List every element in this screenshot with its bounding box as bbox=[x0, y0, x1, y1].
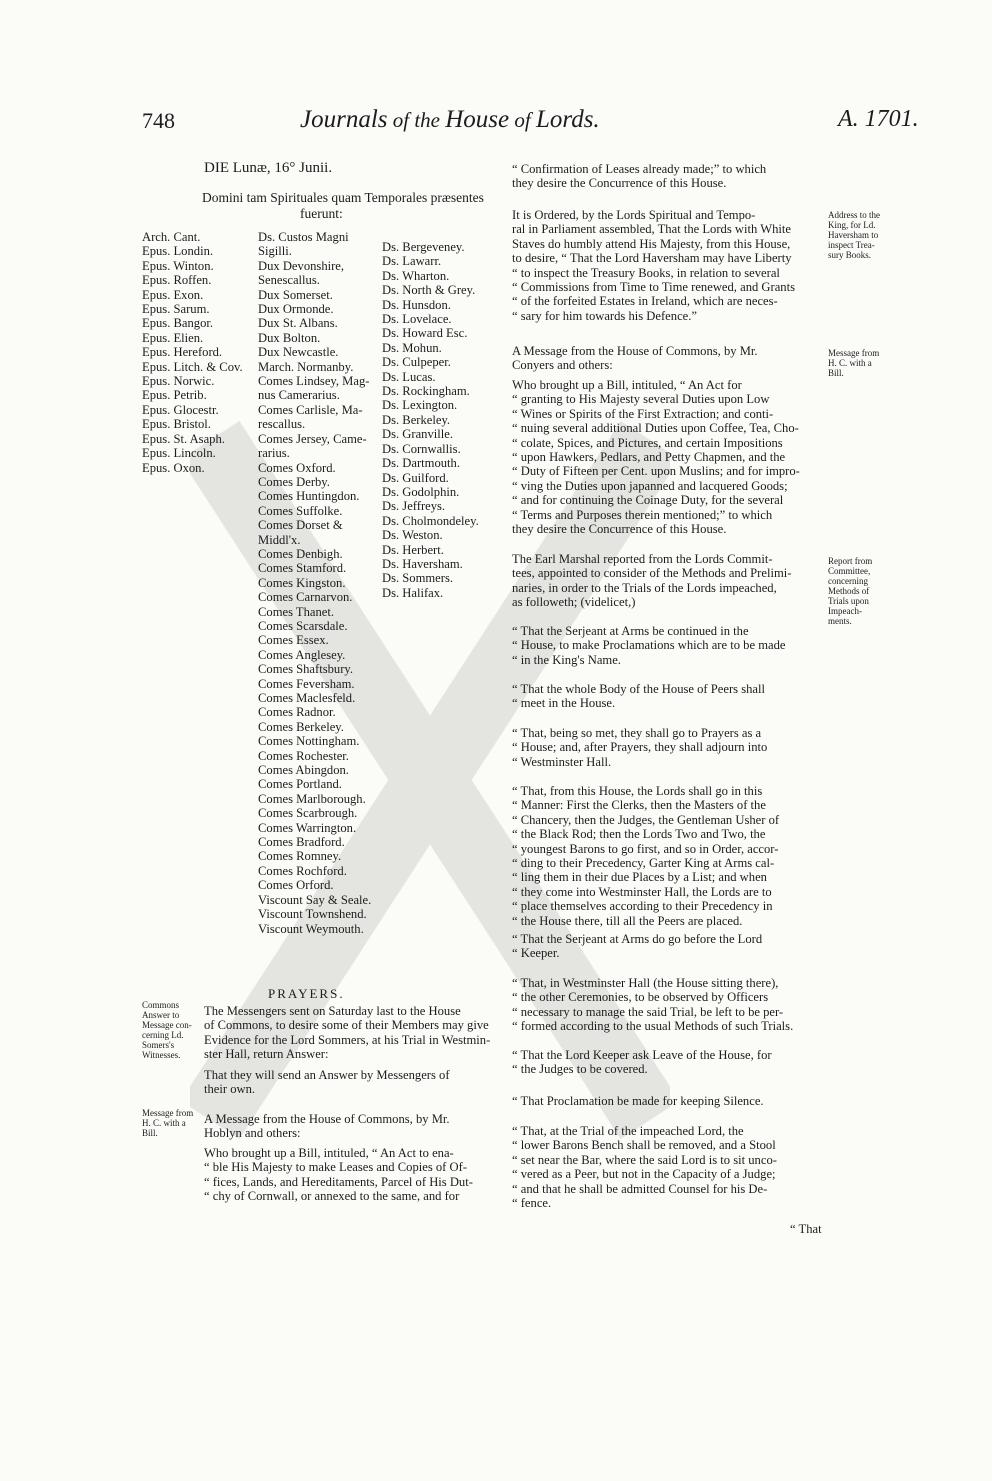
text-line: “ and that he shall be admitted Counsel for his De- bbox=[512, 1181, 768, 1196]
lord-entry: Ds. Halifax. bbox=[382, 585, 444, 600]
margin-note-line: Bill. bbox=[828, 368, 844, 378]
text-line: “ formed according to the usual Methods of such Trials. bbox=[512, 1019, 794, 1034]
lord-entry: Ds. Lawarr. bbox=[382, 254, 442, 269]
margin-note-line: King, for Ld. bbox=[828, 220, 876, 230]
lord-entry: Comes Stamford. bbox=[258, 561, 347, 576]
lord-entry: Epus. Petrib. bbox=[142, 388, 207, 403]
right-paragraph-message bbox=[512, 344, 824, 373]
lord-entry: Arch. Cant. bbox=[142, 230, 201, 244]
lord-entry: Comes Portland. bbox=[258, 777, 342, 792]
present-line-1: Domini tam Spirituales quam Temporales præsentes bbox=[202, 190, 484, 205]
lord-entry: Comes Scarsdale. bbox=[258, 618, 348, 633]
right-paragraph-procession bbox=[512, 784, 824, 928]
lords-column-barons bbox=[382, 240, 479, 600]
margin-note-address-king bbox=[828, 210, 880, 260]
text-line: “ of the forfeited Estates in Ireland, which are neces- bbox=[512, 294, 778, 309]
lords-column-temporal bbox=[258, 230, 371, 936]
lord-entry: Comes Suffolke. bbox=[258, 503, 343, 518]
lord-entry: Comes Nottingham. bbox=[258, 734, 360, 749]
text-line: “ necessary to manage the said Trial, be left to be per- bbox=[512, 1004, 784, 1019]
text-line: “ chy of Cornwall, or annexed to the same, and for bbox=[204, 1189, 460, 1204]
lord-entry: Comes Carlisle, Ma- bbox=[258, 402, 363, 417]
lord-entry: Ds. Wharton. bbox=[382, 268, 450, 283]
text-line: “ Terms and Purposes therein mentioned;” to which bbox=[512, 507, 773, 522]
text-line: “ That Proclamation be made for keeping Silence. bbox=[512, 1094, 764, 1108]
lord-entry: Comes Warrington. bbox=[258, 820, 357, 835]
lord-entry: Comes Marlborough. bbox=[258, 791, 366, 806]
text-line: “ colate, Spices, and Pictures, and certain Impositions bbox=[512, 435, 783, 450]
lord-entry: Ds. Cholmondeley. bbox=[382, 513, 479, 528]
lord-entry: rarius. bbox=[258, 446, 290, 461]
margin-note-message-hc bbox=[142, 1108, 193, 1138]
text-line: “ and for continuing the Coinage Duty, for the several bbox=[512, 493, 784, 508]
text-line: “ Manner: First the Clerks, then the Masters of the bbox=[512, 798, 766, 813]
lord-entry: Ds. Dartmouth. bbox=[382, 456, 461, 471]
text-line: “ fices, Lands, and Hereditaments, Parcel of His Dut- bbox=[204, 1174, 473, 1189]
lord-entry: Ds. Lucas. bbox=[382, 369, 436, 384]
text-line: “ Commissions from Time to Time renewed, and Grants bbox=[512, 280, 796, 295]
text-line: “ lower Barons Bench shall be removed, and a Stool bbox=[512, 1138, 776, 1153]
text-line: “ Wines or Spirits of the First Extraction; and conti- bbox=[512, 406, 774, 421]
lord-entry: Dux Ormonde. bbox=[258, 302, 334, 317]
lord-entry: Ds. Granville. bbox=[382, 427, 453, 442]
margin-note-line: H. C. with a bbox=[828, 358, 872, 368]
right-paragraph-peers-meet bbox=[512, 682, 824, 711]
text-line: A Message from the House of Commons, by Mr. bbox=[512, 344, 758, 358]
lord-entry: Epus. Lincoln. bbox=[142, 446, 216, 461]
lord-entry: rescallus. bbox=[258, 417, 306, 432]
lord-entry: Ds. Custos Magni bbox=[258, 230, 349, 244]
lords-column-spiritual bbox=[142, 230, 243, 475]
lord-entry: Epus. Winton. bbox=[142, 258, 214, 273]
text-line: “ to inspect the Treasury Books, in relation to several bbox=[512, 265, 780, 280]
text-line: “ ble His Majesty to make Leases and Copies of Of- bbox=[204, 1160, 467, 1175]
lord-entry: Epus. Sarum. bbox=[142, 302, 210, 317]
text-line: That they will send an Answer by Messengers of bbox=[204, 1068, 450, 1082]
text-line: “ in the King's Name. bbox=[512, 652, 621, 667]
lord-entry: Epus. Oxon. bbox=[142, 460, 205, 475]
lord-entry: Epus. Exon. bbox=[142, 287, 204, 302]
right-paragraph-serjeant-keeper bbox=[512, 932, 824, 961]
lord-entry: Comes Bradford. bbox=[258, 835, 345, 850]
lord-entry: Epus. Glocestr. bbox=[142, 402, 219, 417]
right-paragraph-bill bbox=[512, 378, 824, 536]
lord-entry: Middl'x. bbox=[258, 532, 301, 547]
margin-note-line: Address to the bbox=[828, 210, 880, 220]
lord-entry: Viscount Townshend. bbox=[258, 907, 367, 922]
lord-entry: Ds. Hunsdon. bbox=[382, 297, 451, 312]
left-paragraph-message bbox=[204, 1112, 510, 1141]
text-line: “ Chancery, then the Judges, the Gentleman Usher of bbox=[512, 812, 780, 827]
lord-entry: Comes Romney. bbox=[258, 849, 342, 864]
margin-note-line: Answer to bbox=[142, 1010, 180, 1020]
catchword: “ That bbox=[790, 1222, 822, 1236]
lord-entry: Ds. Weston. bbox=[382, 528, 443, 543]
lord-entry: Comes Dorset & bbox=[258, 518, 343, 533]
lord-entry: March. Normanby. bbox=[258, 359, 354, 374]
right-paragraph-judges bbox=[512, 1048, 824, 1077]
text-line: “ granting to His Majesty several Duties upon Low bbox=[512, 392, 770, 407]
prayers-heading: PRAYERS. bbox=[268, 986, 345, 1001]
lord-entry: Epus. Litch. & Cov. bbox=[142, 359, 243, 374]
lord-entry: Epus. Londin. bbox=[142, 244, 214, 259]
text-line: It is Ordered, by the Lords Spiritual and Tempo- bbox=[512, 208, 756, 222]
text-line: “ the other Ceremonies, to be observed by Officers bbox=[512, 990, 769, 1005]
text-line: “ That the whole Body of the House of Peers shall bbox=[512, 682, 765, 696]
text-line: “ the Black Rod; then the Lords Two and Two, the bbox=[512, 827, 766, 842]
lord-entry: Viscount Say & Seale. bbox=[258, 892, 372, 907]
text-line: their own. bbox=[204, 1082, 256, 1097]
lord-entry: Ds. Jeffreys. bbox=[382, 499, 446, 514]
text-line: they desire the Concurrence of this House. bbox=[512, 176, 727, 191]
lord-entry: Ds. Godolphin. bbox=[382, 484, 460, 499]
text-line: “ place themselves according to their Precedency in bbox=[512, 899, 773, 914]
margin-note-line: inspect Trea- bbox=[828, 240, 875, 250]
text-line: “ That, in Westminster Hall (the House sitting there), bbox=[512, 976, 779, 990]
lord-entry: nus Camerarius. bbox=[258, 388, 340, 403]
right-paragraph-report bbox=[512, 552, 824, 610]
text-line: of Commons, to desire some of their Members may give bbox=[204, 1018, 489, 1033]
text-line: ral in Parliament assembled, That the Lords with White bbox=[512, 222, 791, 237]
lord-entry: Comes Abingdon. bbox=[258, 763, 349, 778]
text-line: “ That, being so met, they shall go to Prayers as a bbox=[512, 726, 762, 740]
margin-note-line: H. C. with a bbox=[142, 1118, 186, 1128]
text-line: Who brought up a Bill, intituled, “ An Act for bbox=[512, 378, 742, 392]
lord-entry: Comes Carnarvon. bbox=[258, 590, 353, 605]
text-line: “ That the Serjeant at Arms be continued in the bbox=[512, 624, 749, 638]
text-line: “ House; and, after Prayers, they shall adjourn into bbox=[512, 740, 768, 755]
text-line: “ fence. bbox=[512, 1196, 552, 1211]
present-line-2: fuerunt: bbox=[300, 206, 343, 221]
text-line: Who brought up a Bill, intituled, “ An Act to ena- bbox=[204, 1146, 454, 1160]
lord-entry: Ds. Haversham. bbox=[382, 556, 463, 571]
text-line: “ they come into Westminster Hall, the Lords are to bbox=[512, 884, 772, 899]
journal-title bbox=[300, 106, 600, 134]
title-part: Lords. bbox=[535, 106, 600, 133]
lord-entry: Dux Somerset. bbox=[258, 287, 333, 302]
text-line: The Messengers sent on Saturday last to the House bbox=[204, 1004, 461, 1018]
margin-note-line: Trials upon bbox=[828, 596, 869, 606]
lord-entry: Ds. Herbert. bbox=[382, 542, 444, 557]
lord-entry: Sigilli. bbox=[258, 244, 292, 259]
lord-entry: Ds. Rockingham. bbox=[382, 384, 470, 399]
lord-entry: Epus. Norwic. bbox=[142, 374, 215, 389]
lord-entry: Comes Huntingdon. bbox=[258, 489, 360, 504]
lord-entry: Ds. North & Grey. bbox=[382, 283, 476, 298]
margin-note-report bbox=[828, 556, 872, 626]
title-part: House bbox=[445, 106, 510, 133]
lord-entry: Comes Essex. bbox=[258, 633, 329, 648]
margin-note-line: cerning Ld. bbox=[142, 1030, 184, 1040]
lord-entry: Comes Anglesey. bbox=[258, 647, 346, 662]
right-paragraph-silence bbox=[512, 1094, 824, 1108]
margin-note-line: concerning bbox=[828, 576, 868, 586]
text-line: “ Duty of Fifteen per Cent. upon Muslins; and for impro- bbox=[512, 464, 800, 479]
text-line: “ ving the Duties upon japanned and lacquered Goods; bbox=[512, 478, 788, 493]
margin-note-line: sury Books. bbox=[828, 250, 872, 260]
lord-entry: Ds. Mohun. bbox=[382, 340, 442, 355]
text-line: “ upon Hawkers, Pedlars, and Petty Chapmen, and the bbox=[512, 450, 786, 465]
lord-entry: Ds. Cornwallis. bbox=[382, 441, 461, 456]
lord-entry: Viscount Weymouth. bbox=[258, 921, 364, 936]
lord-entry: Comes Scarbrough. bbox=[258, 806, 358, 821]
lord-entry: Dux Newcastle. bbox=[258, 345, 339, 360]
right-paragraph-prayers bbox=[512, 726, 824, 769]
text-line: “ Westminster Hall. bbox=[512, 754, 612, 769]
title-part: of the bbox=[387, 108, 446, 132]
text-line: Staves do humbly attend His Majesty, from this House, bbox=[512, 236, 791, 251]
text-line: “ meet in the House. bbox=[512, 696, 616, 711]
lord-entry: Comes Rochford. bbox=[258, 863, 347, 878]
text-line: “ ding to their Precedency, Garter King at Arms cal- bbox=[512, 856, 775, 871]
lord-entry: Ds. Berkeley. bbox=[382, 412, 451, 427]
lord-entry: Comes Derby. bbox=[258, 474, 330, 489]
lord-entry: Comes Rochester. bbox=[258, 748, 349, 763]
text-line: “ sary for him towards his Defence.” bbox=[512, 308, 697, 323]
left-paragraph-bill bbox=[204, 1146, 510, 1204]
text-line: “ set near the Bar, where the said Lord is to sit unco- bbox=[512, 1152, 777, 1167]
lord-entry: Comes Feversham. bbox=[258, 676, 355, 691]
journal-year: A. 1701. bbox=[838, 106, 919, 132]
text-line: “ nuing several additional Duties upon Coffee, Tea, Cho- bbox=[512, 421, 799, 436]
margin-note-line: Somers's bbox=[142, 1040, 175, 1050]
margin-note-line: Impeach- bbox=[828, 606, 862, 616]
text-line: “ House, to make Proclamations which are to be made bbox=[512, 638, 786, 653]
text-line: “ vered as a Peer, but not in the Capacity of a Judge; bbox=[512, 1167, 776, 1182]
lord-entry: Comes Radnor. bbox=[258, 705, 336, 720]
lord-entry: Comes Shaftsbury. bbox=[258, 662, 354, 677]
text-line: “ the Judges to be covered. bbox=[512, 1062, 648, 1077]
margin-note-line: Report from bbox=[828, 556, 873, 566]
right-paragraph-ordered bbox=[512, 208, 824, 323]
margin-note-line: Haversham to bbox=[828, 230, 879, 240]
lord-entry: Ds. Howard Esc. bbox=[382, 326, 468, 341]
margin-note-line: ments. bbox=[828, 616, 852, 626]
margin-note-line: Commons bbox=[142, 1000, 180, 1010]
lord-entry: Comes Orford. bbox=[258, 878, 334, 893]
margin-note-commons-answer bbox=[142, 1000, 192, 1060]
margin-note-line: Message con- bbox=[142, 1020, 192, 1030]
lord-entry: Comes Lindsey, Mag- bbox=[258, 374, 370, 389]
margin-note-line: Message from bbox=[828, 348, 880, 358]
right-paragraph-serjeant bbox=[512, 624, 824, 667]
margin-note-line: Committee, bbox=[828, 566, 871, 576]
lord-entry: Comes Thanet. bbox=[258, 604, 335, 619]
lord-entry: Epus. Elien. bbox=[142, 330, 204, 345]
lord-entry: Comes Berkeley. bbox=[258, 719, 344, 734]
lord-entry: Ds. Culpeper. bbox=[382, 355, 451, 370]
lord-entry: Ds. Sommers. bbox=[382, 571, 454, 586]
text-line: “ youngest Barons to go first, and so in Order, accor- bbox=[512, 841, 779, 856]
text-line: “ ling them in their due Places by a List; and when bbox=[512, 870, 767, 885]
page-number: 748 bbox=[142, 108, 175, 133]
text-line: The Earl Marshal reported from the Lords Commit- bbox=[512, 552, 773, 566]
title-part: of bbox=[509, 108, 536, 132]
left-paragraph-answer bbox=[204, 1004, 510, 1062]
text-line: “ Keeper. bbox=[512, 946, 560, 961]
lord-entry: Ds. Bergeveney. bbox=[382, 240, 465, 254]
lord-entry: Dux Devonshire, bbox=[258, 258, 345, 273]
text-line: “ That, at the Trial of the impeached Lord, the bbox=[512, 1124, 744, 1138]
lord-entry: Comes Oxford. bbox=[258, 460, 336, 475]
margin-note-line: Witnesses. bbox=[142, 1050, 181, 1060]
left-paragraph-reply bbox=[204, 1068, 510, 1097]
lord-entry: Epus. Bristol. bbox=[142, 417, 211, 432]
text-line: Conyers and others: bbox=[512, 358, 613, 373]
lord-entry: Comes Denbigh. bbox=[258, 546, 343, 561]
text-line: they desire the Concurrence of this House. bbox=[512, 522, 727, 537]
right-paragraph-trial bbox=[512, 1124, 824, 1210]
lord-entry: Epus. Bangor. bbox=[142, 316, 214, 331]
margin-note-line: Message from bbox=[142, 1108, 194, 1118]
lord-entry: Ds. Guilford. bbox=[382, 470, 449, 485]
lord-entry: Ds. Lexington. bbox=[382, 398, 458, 413]
lord-entry: Ds. Lovelace. bbox=[382, 312, 452, 327]
lord-entry: Dux St. Albans. bbox=[258, 316, 338, 331]
text-line: tees, appointed to consider of the Methods and Prelimi- bbox=[512, 566, 792, 581]
lord-entry: Dux Bolton. bbox=[258, 330, 321, 345]
lord-entry: Comes Maclesfeld. bbox=[258, 691, 356, 705]
text-line: Evidence for the Lord Sommers, at his Trial in Westmin- bbox=[204, 1032, 491, 1047]
right-paragraph-ceremonies bbox=[512, 976, 824, 1034]
lord-entry: Epus. St. Asaph. bbox=[142, 431, 225, 446]
text-line: “ the House there, till all the Peers are placed. bbox=[512, 913, 743, 928]
text-line: A Message from the House of Commons, by Mr. bbox=[204, 1112, 450, 1126]
right-paragraph-confirmation bbox=[512, 162, 824, 191]
text-line: “ That, from this House, the Lords shall go in this bbox=[512, 784, 763, 798]
text-line: to desire, “ That the Lord Haversham may have Liberty bbox=[512, 251, 792, 266]
lord-entry: Epus. Roffen. bbox=[142, 273, 212, 288]
lord-entry: Epus. Hereford. bbox=[142, 345, 223, 360]
session-date: DIE Lunæ, 16° Junii. bbox=[204, 160, 333, 176]
text-line: naries, in order to the Trials of the Lords impeached, bbox=[512, 580, 777, 595]
lord-entry: Comes Jersey, Came- bbox=[258, 431, 367, 446]
margin-note-line: Methods of bbox=[828, 586, 870, 596]
text-line: “ That the Serjeant at Arms do go before the Lord bbox=[512, 932, 763, 946]
text-line: Hoblyn and others: bbox=[204, 1126, 301, 1141]
lord-entry: Comes Kingston. bbox=[258, 575, 346, 590]
text-line: “ Confirmation of Leases already made;” to which bbox=[512, 162, 767, 176]
text-line: as followeth; (videlicet,) bbox=[512, 595, 636, 610]
margin-note-message-hc-2 bbox=[828, 348, 879, 378]
title-part: Journals bbox=[300, 106, 388, 133]
text-line: “ That the Lord Keeper ask Leave of the House, for bbox=[512, 1048, 772, 1062]
lord-entry: Senescallus. bbox=[258, 273, 320, 288]
text-line: ster Hall, return Answer: bbox=[204, 1047, 329, 1062]
margin-note-line: Bill. bbox=[142, 1128, 158, 1138]
